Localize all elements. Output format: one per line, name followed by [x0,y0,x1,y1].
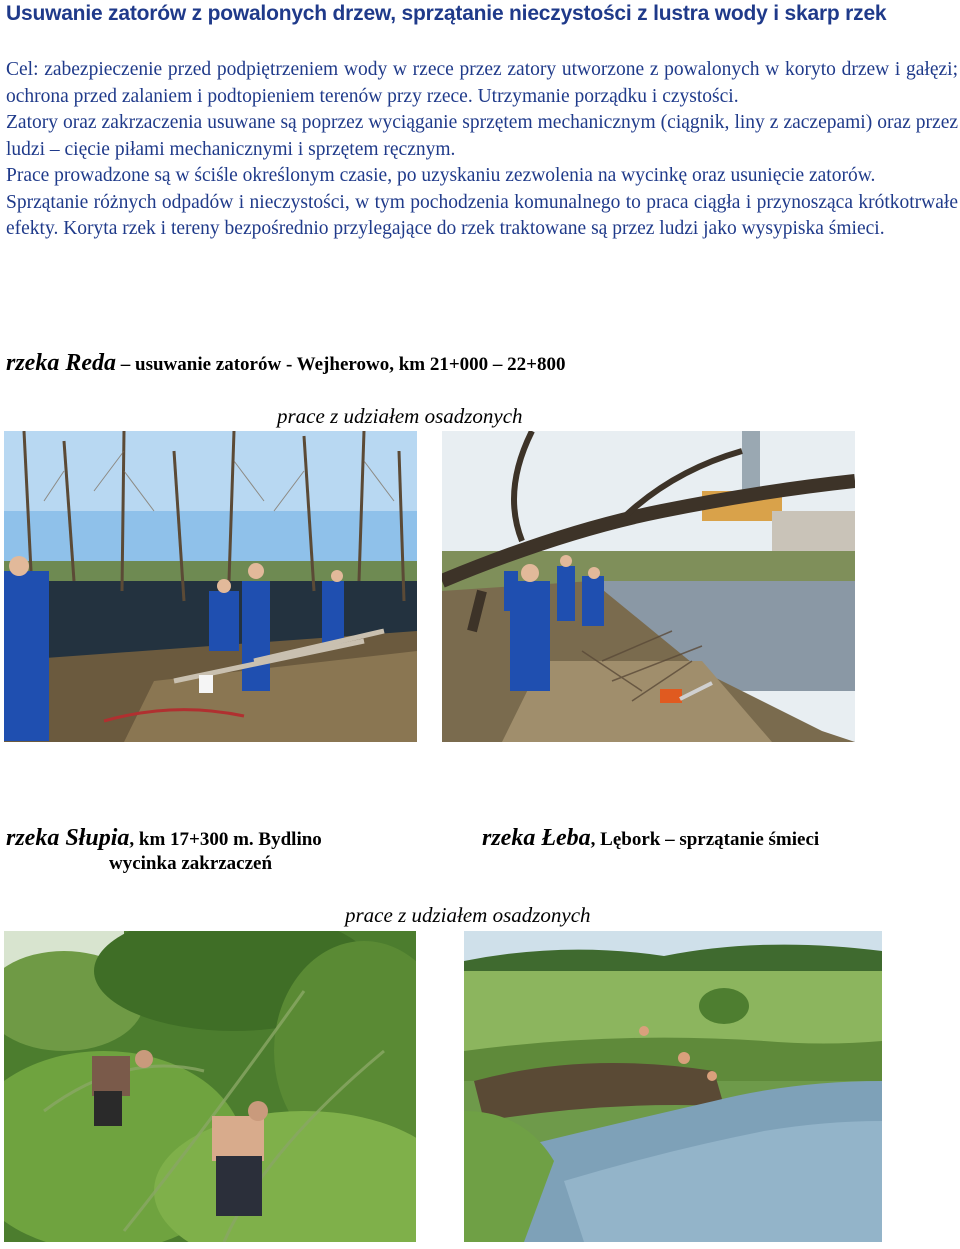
heading-leba [482,825,819,852]
paragraph-cleanup: Sprzątanie różnych odpadów i nieczystości, w tym pochodzenia komunalnego to praca ciągła i przynosząca krótkotrwałe efekty. Koryta rzek i tereny bezpośrednio przylegające do rzek traktowane są przez ludzi jako wysypiska śmieci. [6,191,958,239]
heading-slupia [6,825,322,852]
paragraph-methods: Zatory oraz zakrzaczenia usuwane są poprzez wyciąganie sprzętem mechanicznym (ciągnik, liny z zaczepami) oraz przez ludzi – cięcie piłami mechanicznymi i sprzętem ręcznym. [6,112,958,160]
heading-leba-river: rzeka Łeba [482,825,591,851]
photo-slupia-bush-cutting [4,931,416,1242]
heading-reda-detail: – usuwanie zatorów - Wejherowo, km 21+000 – 22+800 [116,354,566,375]
heading-slupia-detail: , km 17+300 m. Bydlino [129,829,322,850]
heading-slupia-river: rzeka Słupia [6,825,130,851]
caption-bottom: prace z udziałem osadzonych [345,903,591,927]
intro-text [6,57,958,243]
caption-reda: prace z udziałem osadzonych [277,404,523,428]
photo-reda-fallen-tree [442,431,855,742]
heading-leba-detail: , Lębork – sprzątanie śmieci [590,829,820,850]
heading-slupia-activity: wycinka zakrzaczeń [109,853,273,874]
heading-slupia-line2 [109,853,272,875]
page-title: Usuwanie zatorów z powalonych drzew, sprzątanie nieczystości z lustra wody i skarp rzek [6,2,887,25]
photo-leba-river-cleanup [464,931,882,1242]
heading-reda [6,350,566,377]
paragraph-goal: Cel: zabezpieczenie przed podpiętrzeniem wody w rzece przez zatory utworzone z powalonych w koryto drzew i gałęzi; ochrona przed zalaniem i podtopieniem terenów przy rzece. Utrzymanie porządku i czystości. [6,59,958,107]
paragraph-timing: Prace prowadzone są w ściśle określonym czasie, po uzyskaniu zezwolenia na wycinkę oraz usunięcie zatorów. [6,165,876,186]
heading-reda-river: rzeka Reda [6,350,116,376]
photo-reda-workers-bank [4,431,417,742]
